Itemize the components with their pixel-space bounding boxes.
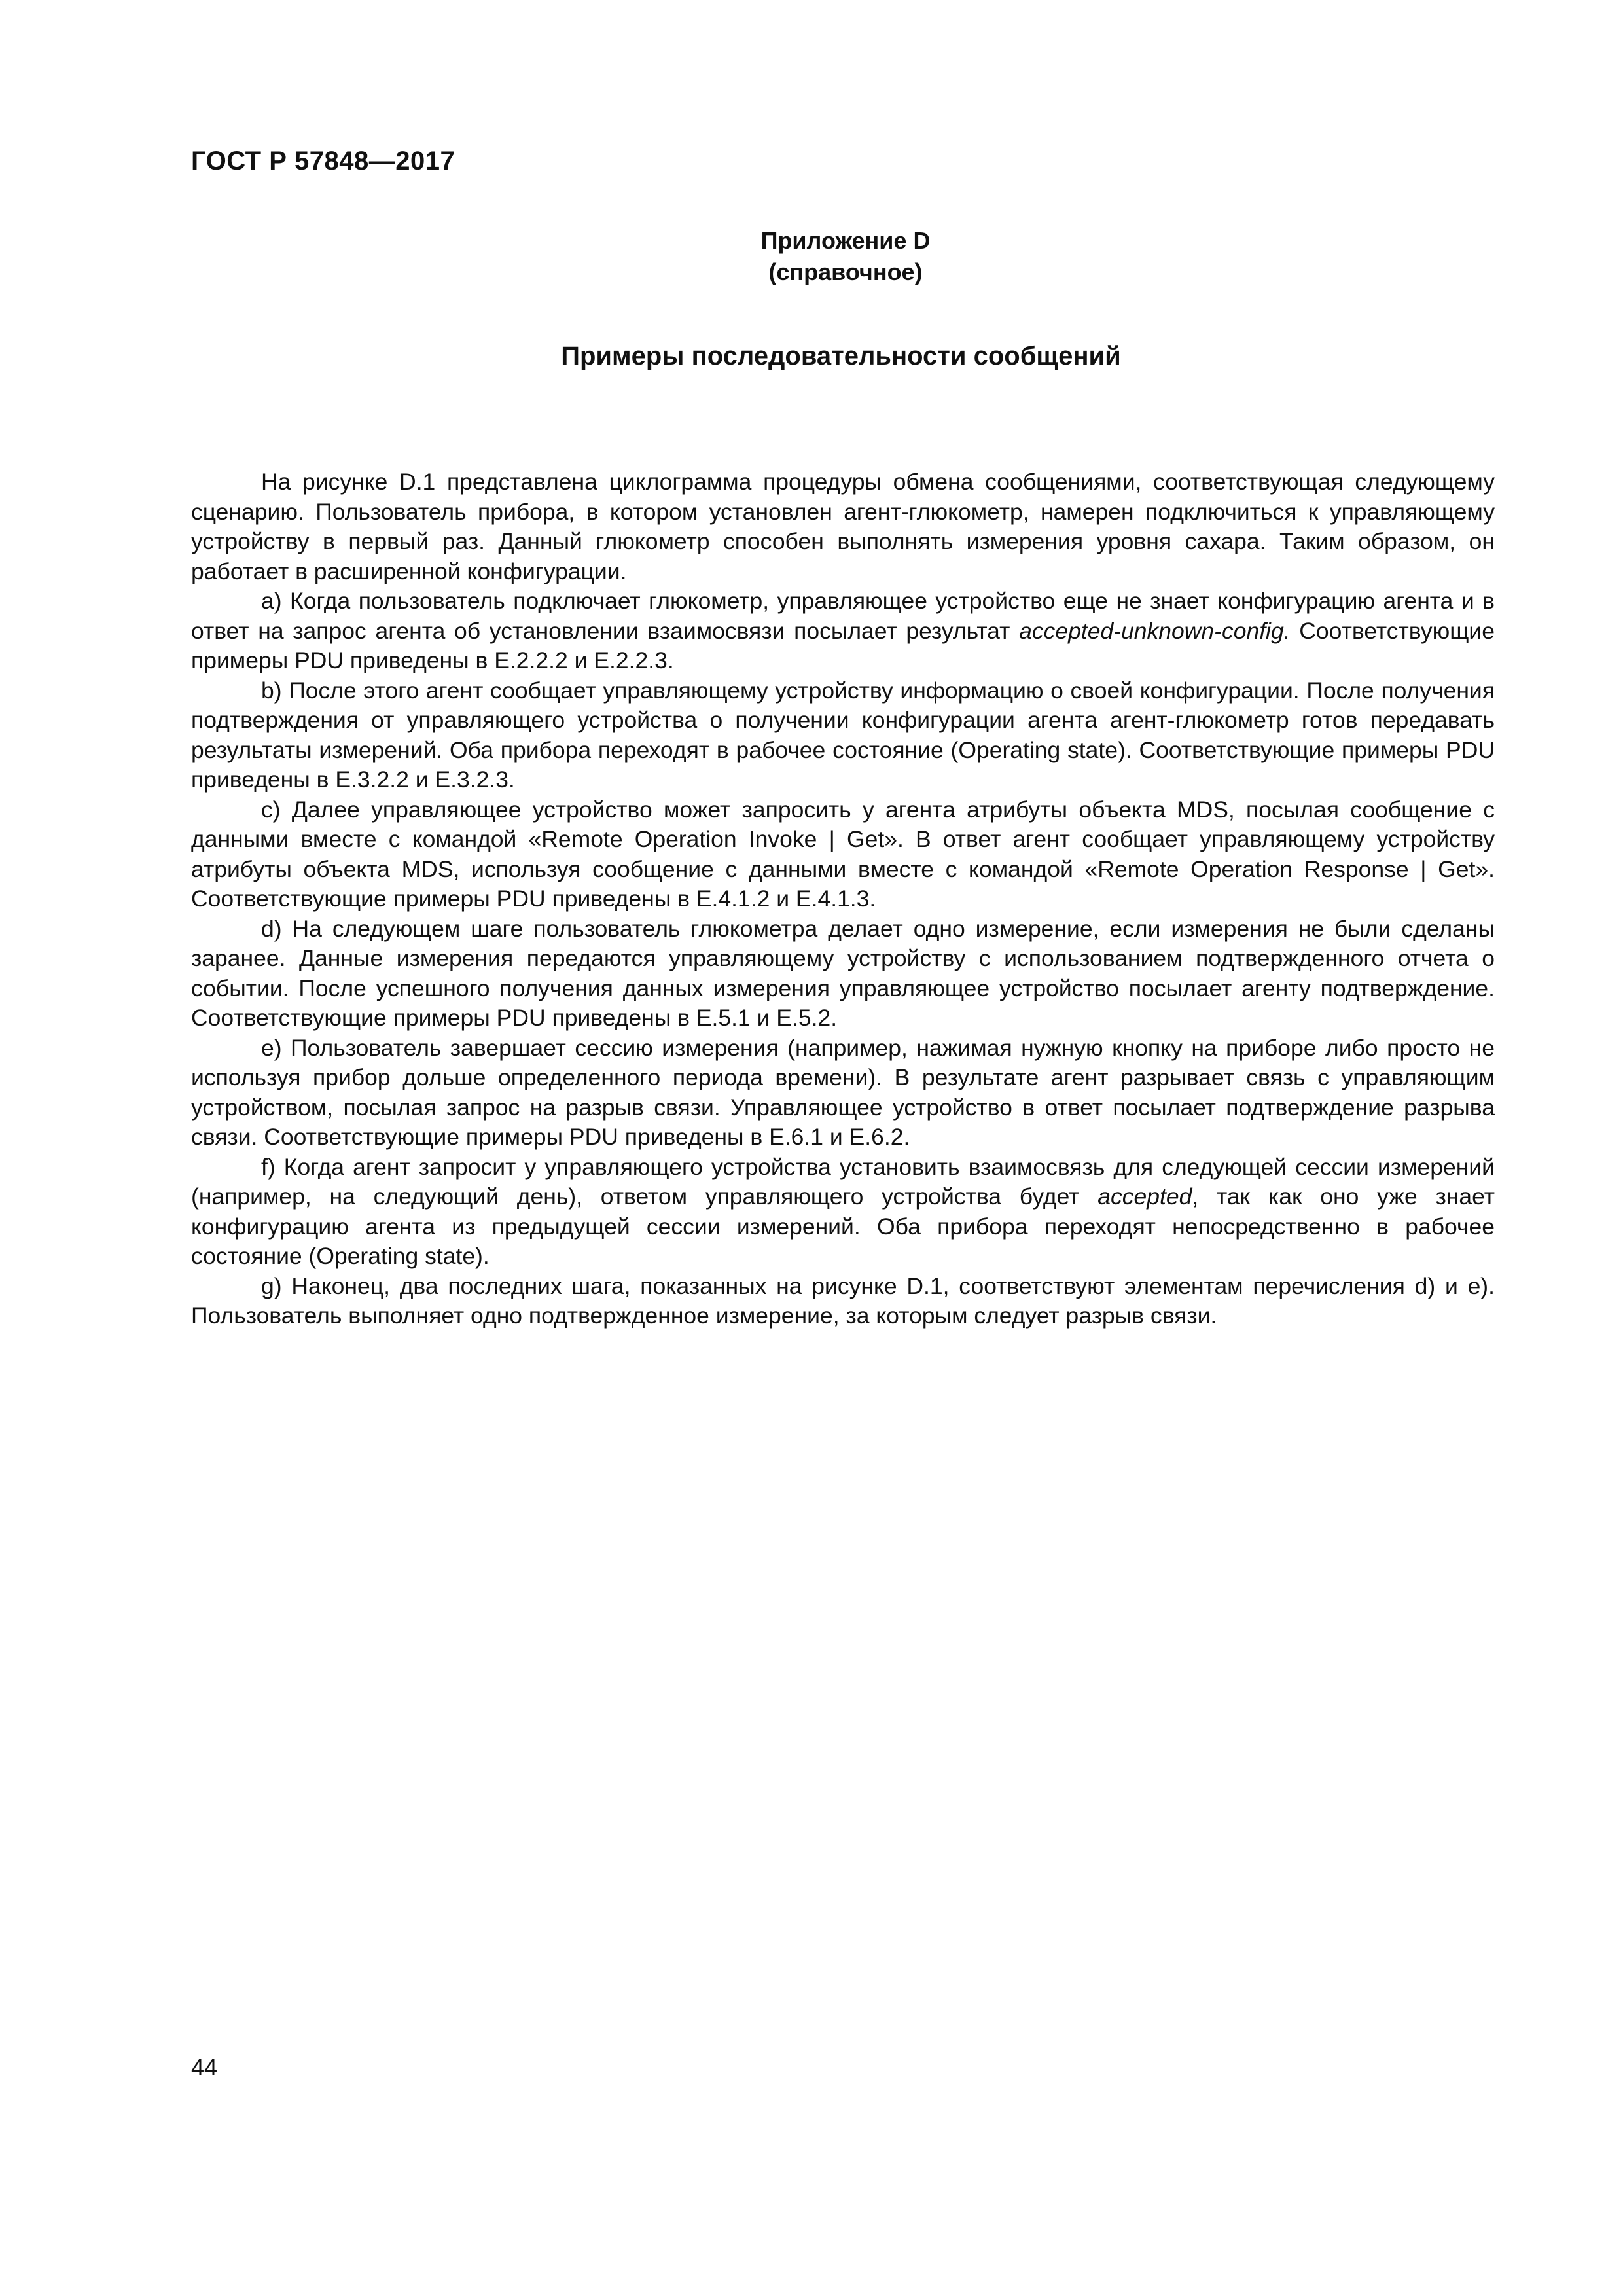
paragraph-f-italic: accepted bbox=[1097, 1183, 1192, 1210]
paragraph-e: e) Пользователь завершает сессию измерения (например, нажимая нужную кнопку на приборе либо просто не используя прибор дольше определенного периода времени). В результате агент разрывает связь с управляющим устройством, посылая запрос на разрыв связи. Управляющее устройство в ответ посылает подтверждение разрыва связи. Соответствующие примеры PDU приведены в E.6.1 и E.6.2. bbox=[191, 1034, 1495, 1150]
paragraph-f-text: f) Когда агент запросит у управляющего устройства установить взаимосвязь для следующей сессии измерений (например, на следующий день), ответом управляющего устройства будет bbox=[191, 1153, 1495, 1210]
paragraph-intro: На рисунке D.1 представлена циклограмма процедуры обмена сообщениями, соответствующая следующему сценарию. Пользователь прибора, в котором установлен агент-глюкометр, намерен подключиться к управляющему устройству в первый раз. Данный глюкометр способен выполнять измерения уровня сахара. Таким образом, он работает в расширенной конфигурации. bbox=[191, 469, 1495, 584]
annex-status: (справочное) bbox=[768, 259, 923, 285]
annex-label: Приложение D bbox=[760, 227, 931, 254]
paragraph-a-text: a) Когда пользователь подключает глюкометр, управляющее устройство еще не знает конфигурацию агента и в ответ на запрос агента об установлении взаимосвязи посылает результат bbox=[191, 588, 1495, 644]
paragraph-a-tail: Соответствующие примеры PDU приведены в E.2.2.2 и E.2.2.3. bbox=[191, 617, 1495, 673]
paragraph-g: g) Наконец, два последних шага, показанных на рисунке D.1, соответствуют элементам перечисления d) и e). Пользователь выполняет одно подтвержденное измерение, за которым следует разрыв связи. bbox=[191, 1272, 1495, 1329]
paragraph-a bbox=[191, 586, 1495, 676]
paragraph-a-italic: accepted-unknown-config. bbox=[1019, 617, 1291, 644]
paragraph-b: b) После этого агент сообщает управляющему устройству информацию о своей конфигурации. После получения подтверждения от управляющего устройства о получении конфигурации агента агент-глюкометр готов передавать результаты измерений. Оба прибора переходят в рабочее состояние (Operating state). Соответствующие примеры PDU приведены в E.3.2.2 и E.3.2.3. bbox=[191, 677, 1495, 793]
paragraph-c: c) Далее управляющее устройство может запросить у агента атрибуты объекта MDS, посылая сообщение с данными вместе с командой «Remote Operation Invoke | Get». В ответ агент сообщает управляющему устройству атрибуты объекта MDS, используя сообщение с данными вместе с командой «Remote Operation Response | Get». Соответствующие примеры PDU приведены в E.4.1.2 и E.4.1.3. bbox=[191, 796, 1495, 912]
page-number: 44 bbox=[191, 2054, 218, 2081]
paragraph-f bbox=[191, 1153, 1495, 1272]
annex-heading bbox=[191, 225, 1500, 288]
paragraph-d: d) На следующем шаге пользователь глюкометра делает одно измерение, если измерения не были сделаны заранее. Данные измерения передаются управляющему устройству с использованием подтвержденного отчета о событии. После успешного получения данных измерения управляющее устройство посылает агенту подтверждение. Соответствующие примеры PDU приведены в E.5.1 и E.5.2. bbox=[191, 915, 1495, 1031]
document-header: ГОСТ Р 57848—2017 bbox=[191, 147, 455, 175]
body-text bbox=[191, 467, 1495, 1331]
paragraph-f-tail: , так как оно уже знает конфигурацию агента из предыдущей сессии измерений. Оба прибора переходят непосредственно в рабочее состояние (Operating state). bbox=[191, 1183, 1495, 1269]
annex-title: Примеры последовательности сообщений bbox=[561, 342, 1121, 370]
